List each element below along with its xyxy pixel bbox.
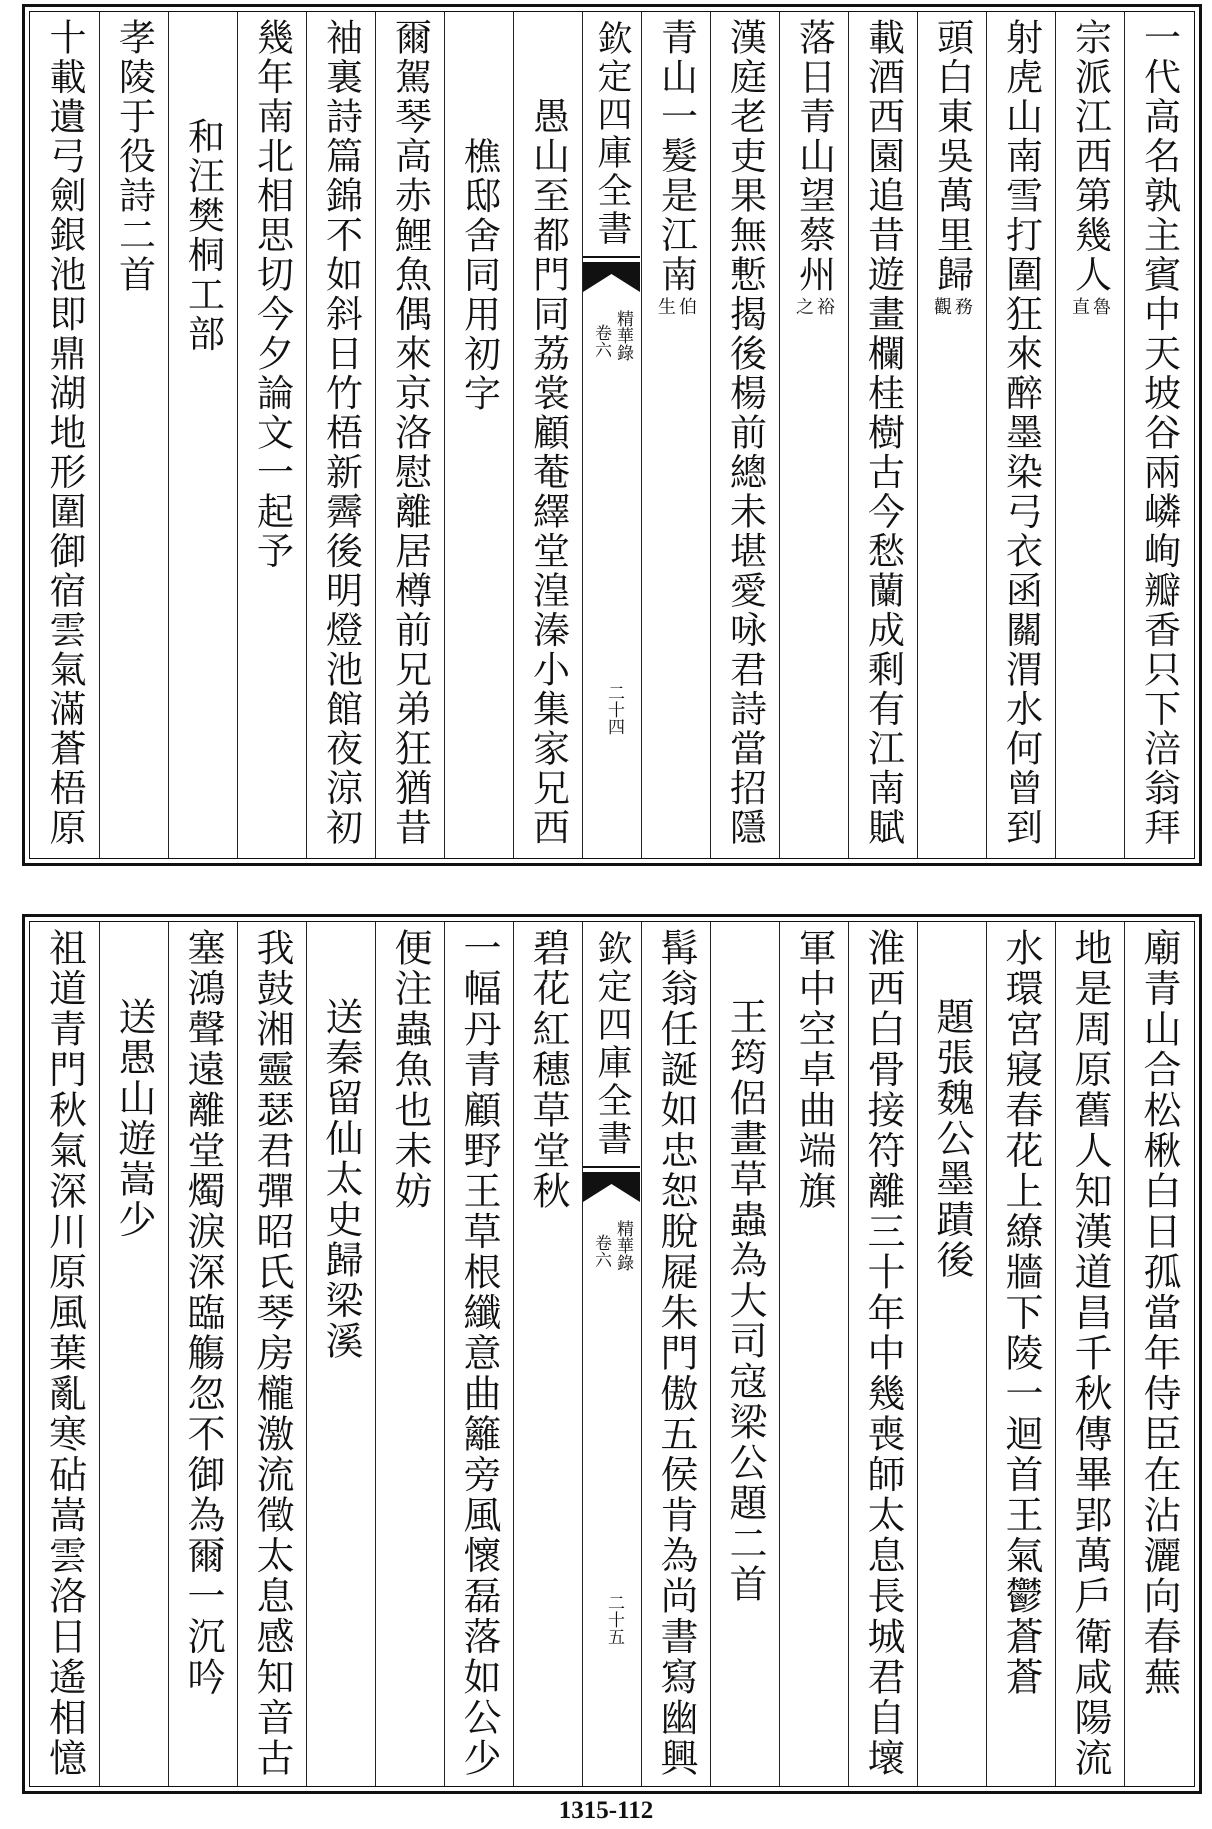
text-column — [710, 12, 779, 858]
page-frame — [29, 11, 1195, 859]
column-text: 幾年南北相思切今夕論文一起予 — [250, 18, 294, 571]
catalog-number: 1315-112 — [558, 1797, 654, 1824]
text-column — [306, 12, 375, 858]
column-text: 載酒西園追昔遊畫欄桂樹古今愁蘭成剩有江南賦 — [861, 18, 905, 848]
column-text: 我鼓湘靈瑟君彈昭氏琴房櫳激流徵太息感知音古 — [250, 928, 294, 1779]
text-column — [30, 922, 99, 1786]
title-column — [710, 922, 779, 1786]
column-text: 塞鴻聲遠離堂燭淚深臨觴忽不御為爾一沉吟 — [181, 928, 225, 1698]
column-text: 碧花紅穗草堂秋 — [526, 928, 570, 1212]
text-column — [30, 12, 99, 858]
column-text: 便注蟲魚也未妨 — [388, 928, 432, 1212]
column-text: 淮西白骨接符離三十年中幾喪師太息長城君自壞 — [861, 928, 905, 1779]
text-column — [848, 922, 917, 1786]
text-column — [641, 922, 710, 1786]
text-column — [779, 922, 848, 1786]
column-text: 袖裏詩篇錦不如斜日竹梧新霽後明燈池館夜涼初 — [319, 18, 363, 848]
work-title: 精華錄 — [613, 1220, 633, 1271]
text-column — [917, 12, 986, 858]
column-text: 宗派江西第幾人 — [1068, 18, 1112, 295]
column-text: 和汪樊桐工部 — [181, 116, 225, 354]
interlinear-note: 裕之 — [793, 296, 835, 315]
text-column — [237, 12, 306, 858]
column-text: 地是周原舊人知漢道昌千秋傳畢郢萬戶衛咸陽流 — [1068, 928, 1112, 1779]
column-text: 廟青山合松楸白日孤當年侍臣在沾灑向春蕪 — [1137, 928, 1181, 1698]
text-column — [237, 922, 306, 1786]
book-title: 欽定四庫全書 — [592, 20, 632, 248]
page-frame — [29, 921, 1195, 1787]
title-column — [99, 12, 168, 858]
interlinear-note: 務觀 — [931, 296, 973, 315]
column-text: 一代高名孰主賓中天坡谷兩嶙峋瓣香只下涪翁拜 — [1137, 18, 1181, 848]
column-text: 孝陵于役詩二首 — [112, 18, 156, 295]
column-text: 水環宮寢春花上繚牆下陵一迴首王氣鬱蒼蒼 — [999, 928, 1043, 1698]
work-title: 精華錄 — [613, 310, 633, 361]
column-text: 題張魏公墨蹟後 — [930, 996, 974, 1281]
column-text: 愚山至都門同荔裳顧菴繹堂湟溱小集家兄西 — [526, 97, 570, 848]
text-column — [375, 922, 444, 1786]
column-text: 祖道青門秋氣深川原風葉亂寒砧嵩雲洛日遙相憶 — [42, 928, 87, 1779]
title-column — [306, 922, 375, 1786]
column-text: 樵邸舍同用初字 — [457, 136, 501, 413]
text-column — [986, 922, 1055, 1786]
title-column — [99, 922, 168, 1786]
column-text: 落日青山望蔡州 — [792, 18, 836, 295]
column-text: 送愚山遊嵩少 — [112, 996, 156, 1240]
text-column — [848, 12, 917, 858]
fishtail-mark — [583, 256, 640, 294]
text-column — [1124, 12, 1193, 858]
column-text: 軍中空卓曲端旗 — [792, 928, 836, 1212]
text-column — [986, 12, 1055, 858]
folio-number: 二十四 — [604, 684, 624, 735]
column-text: 送秦留仙太史歸梁溪 — [319, 996, 363, 1362]
text-column — [1124, 922, 1193, 1786]
title-column — [168, 12, 237, 858]
book-title: 欽定四庫全書 — [592, 930, 632, 1158]
center-fold-margin — [582, 922, 641, 1786]
fishtail-mark — [583, 1166, 640, 1204]
title-column — [513, 12, 582, 858]
text-column — [168, 922, 237, 1786]
column-text: 王筠侶畫草蟲為大司寇梁公題二首 — [723, 996, 767, 1605]
volume-label: 卷六 — [591, 1234, 611, 1268]
column-text: 一幅丹青顧野王草根纖意曲籬旁風懷磊落如公少 — [457, 928, 501, 1779]
column-text: 髯翁任誕如忠恕脫屣朱門傲五侯肯為尚書寫幽興 — [654, 928, 698, 1779]
column-text: 青山一髮是江南 — [654, 18, 698, 295]
text-column — [641, 12, 710, 858]
interlinear-note: 伯生 — [655, 296, 697, 315]
text-column — [444, 922, 513, 1786]
text-column — [779, 12, 848, 858]
column-text: 射虎山南雪打圍狂來醉墨染弓衣函關渭水何曾到 — [999, 18, 1043, 848]
text-column — [1055, 12, 1124, 858]
title-column — [917, 922, 986, 1786]
text-column — [1055, 922, 1124, 1786]
text-column — [513, 922, 582, 1786]
column-text: 爾駕琴高赤鯉魚偶來京洛慰離居樽前兄弟狂猶昔 — [388, 18, 432, 848]
center-fold-margin — [582, 12, 641, 858]
folio-number: 二十五 — [604, 1594, 624, 1645]
column-text: 十載遺弓劍銀池即鼎湖地形圍御宿雲氣滿蒼梧原 — [43, 18, 86, 848]
interlinear-note: 魯直 — [1069, 296, 1111, 315]
column-text: 頭白東吳萬里歸 — [930, 18, 974, 295]
upper-page-block — [22, 4, 1202, 866]
lower-page-block — [22, 914, 1202, 1794]
title-column — [444, 12, 513, 858]
volume-label: 卷六 — [591, 324, 611, 358]
column-text: 漢庭老吏果無慙揭後楊前總未堪愛咏君詩當招隱 — [723, 18, 767, 848]
text-column — [375, 12, 444, 858]
